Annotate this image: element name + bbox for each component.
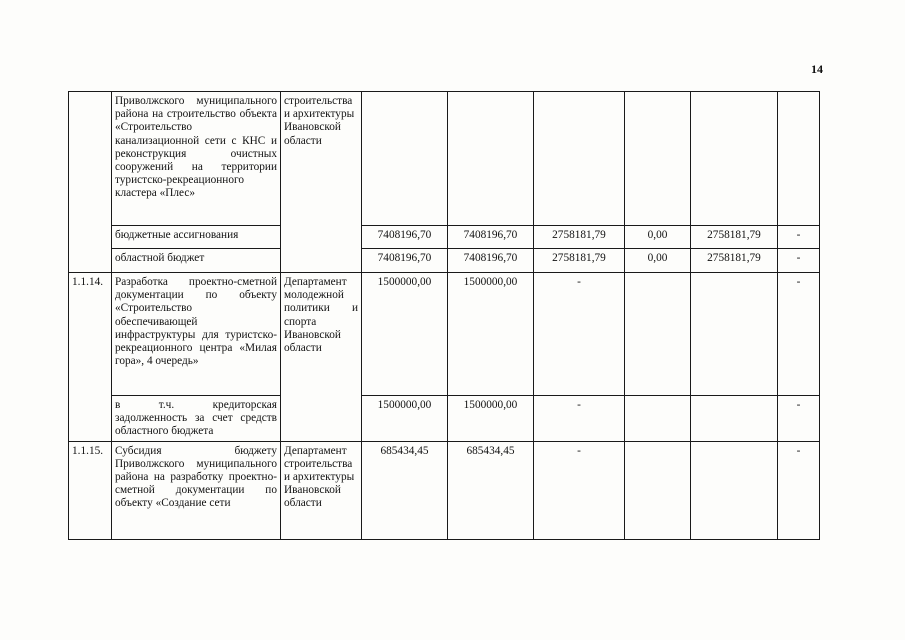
row-label: бюджетные ассигнования [112,226,281,249]
cell-value: 0,00 [625,226,691,249]
cell-value: 1500000,00 [448,396,534,442]
row-executor: Департамент молодежной политики и спорта Ивановской области [281,273,362,442]
row-code [69,92,112,273]
cell-value: 2758181,79 [534,249,625,273]
row-code: 1.1.15. [69,441,112,539]
cell-value: 7408196,70 [362,249,448,273]
cell-value: 2758181,79 [534,226,625,249]
cell-value: 1500000,00 [362,396,448,442]
table-row [69,249,820,273]
row-label: областной бюджет [112,249,281,273]
table-row [69,273,820,396]
cell-value: - [778,226,820,249]
cell-value: - [778,396,820,442]
budget-table [68,91,820,540]
cell-value: 2758181,79 [691,226,778,249]
cell-value: 685434,45 [448,441,534,539]
row-executor: строительства и архитектуры Ивановской области [281,92,362,273]
table-row [69,92,820,226]
cell-value: - [534,396,625,442]
table-row [69,441,820,539]
cell-value: 1500000,00 [448,273,534,396]
row-description: Субсидия бюджету Приволжского муниципального района на разработку проектно-сметной документации по объекту «Создание сети [112,441,281,539]
cell-value: 7408196,70 [448,226,534,249]
cell-value: 685434,45 [362,441,448,539]
cell-value: 1500000,00 [362,273,448,396]
cell-value: 7408196,70 [362,226,448,249]
row-label: в т.ч. кредиторская задолженность за счет средств областного бюджета [112,396,281,442]
cell-value: - [534,273,625,396]
cell-value: - [534,441,625,539]
cell-value: - [778,249,820,273]
cell-value: - [778,273,820,396]
page-number: 14 [811,62,823,76]
row-description: Разработка проектно-сметной документации по объекту «Строительство обеспечивающей инфраструктуры для туристско-рекреационного центра «Милая гора», 4 очередь» [112,273,281,396]
row-executor: Департамент строительства и архитектуры Ивановской области [281,441,362,539]
cell-value: 0,00 [625,249,691,273]
cell-value: 7408196,70 [448,249,534,273]
row-code: 1.1.14. [69,273,112,442]
table-row [69,226,820,249]
table-row [69,396,820,442]
cell-value: 2758181,79 [691,249,778,273]
row-description: Приволжского муниципального района на строительство объекта «Строительство канализационной сети с КНС и реконструкция очистных сооружений на территории туристско-рекреационного кластера «Плес» [112,92,281,226]
cell-value: - [778,441,820,539]
